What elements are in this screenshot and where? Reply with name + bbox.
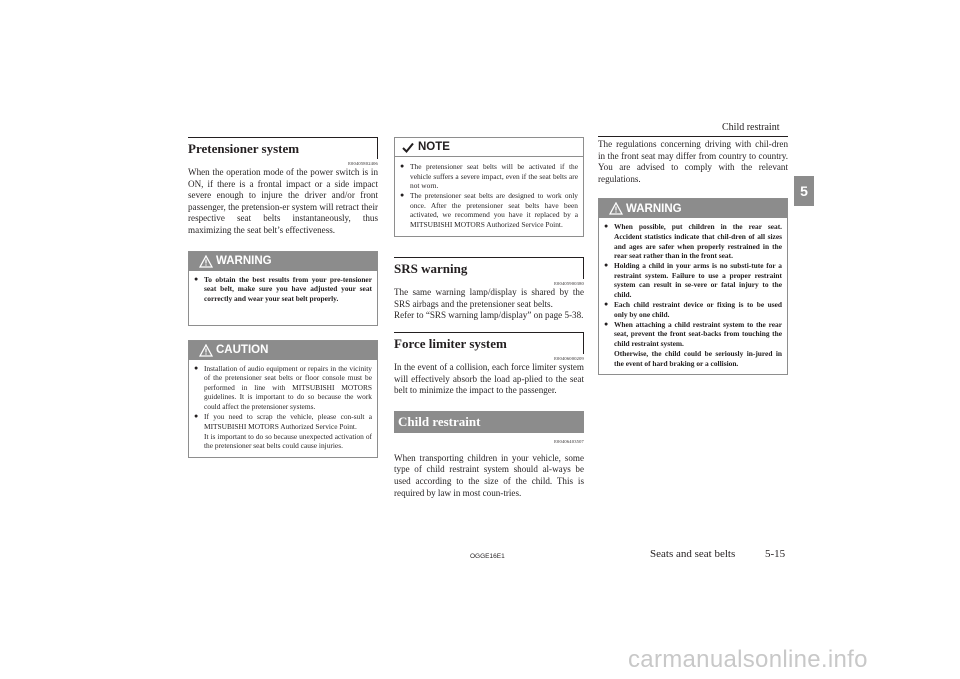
column-middle: [394, 137, 584, 499]
warning-triangle-icon: [199, 255, 213, 268]
caution-triangle-icon: [199, 344, 213, 357]
regulations-body: The regulations concerning driving with chil-dren in the front seat may differ from country to country. You are advised to comply with the relevant regulations.: [598, 139, 788, 184]
warning-box: [188, 251, 378, 326]
warning-triangle-icon: [609, 202, 623, 215]
srs-refer: Refer to “SRS warning lamp/display” on page 5-38.: [394, 310, 584, 321]
running-header: Child restraint: [722, 122, 780, 133]
section-code: E00405900380: [554, 281, 584, 287]
warning-item: ● To obtain the best results from your pre-tensioner seat belt, make sure you have adjusted your seat correctly and wear your seat belt properly.: [194, 275, 372, 304]
pretensioner-body: When the operation mode of the power switch is in ON, if there is a frontal impact or a side impact severe enough to injure the driver and/or front passenger, the pretension-er system will retract their respective seat belts instantaneously, thus maximizing the seat belt’s effectiveness.: [188, 167, 378, 235]
section-code: E00405802406: [348, 161, 378, 166]
column-left: [188, 137, 378, 458]
child-body: When transporting children in your vehicle, some type of child restraint system should al-ways be used according to the size of the child. This is required by law in most coun-tries.: [394, 452, 584, 498]
warning-item: ● When possible, put children in the rear seat. Accident statistics indicate that chil-dren of all sizes and ages are safer when properly restrained in the rear seat rather than in the front seat.: [604, 222, 782, 260]
watermark: carmanualsonline.info: [628, 646, 868, 673]
section-title: SRS warning: [394, 261, 468, 277]
section-code: E00406403507: [554, 438, 584, 444]
column-right: [598, 137, 788, 375]
caution-label: CAUTION: [216, 344, 269, 357]
caution-box: [188, 340, 378, 458]
note-check-icon: [401, 141, 415, 154]
warning-extra: Otherwise, the child could be seriously in-jured in the event of hard braking or a collision.: [614, 349, 782, 368]
note-label: NOTE: [418, 141, 450, 153]
chapter-tab: 5: [794, 176, 814, 206]
section-heading-srs: [394, 257, 584, 279]
section-title: Force limiter system: [394, 335, 507, 351]
section-heading-child-restraint: [394, 411, 584, 433]
caution-item: ● Installation of audio equipment or repairs in the vicinity of the pretensioner seat belts or floor console must be performed in line with MITSUBISHI MOTORS guidelines. It is important to do so because the work could affect the pretensioner systems.: [194, 364, 372, 412]
caution-header: [189, 341, 377, 360]
warning-label: WARNING: [216, 255, 272, 268]
warning-box: [598, 198, 788, 375]
footer-page-number: 5-15: [765, 548, 786, 560]
warning-item: ● Each child restraint device or fixing is to be used only by one child.: [604, 300, 782, 319]
caution-item: ● If you need to scrap the vehicle, please con-sult a MITSUBISHI MOTORS Authorized Service Point.: [194, 412, 372, 431]
caution-extra: It is important to do so because unexpected activation of the pretensioner seat belts could cause injuries.: [204, 431, 372, 451]
note-box: [394, 137, 584, 237]
section-title: Child restraint: [398, 413, 481, 429]
warning-header: [599, 199, 787, 218]
warning-item: ● When attaching a child restraint system to the rear seat, prevent the front seat-backs from touching the child restraint system.: [604, 320, 782, 349]
note-item: ● The pretensioner seat belts are designed to work only once. After the pretensioner seat belts have been activated, we recommend you have it replaced by a MITSUBISHI MOTORS Authorized Service Point.: [400, 191, 578, 229]
srs-body: The same warning lamp/display is shared by the SRS airbags and the pretensioner seat belts.: [394, 287, 584, 309]
section-title: Pretensioner system: [188, 141, 300, 156]
section-heading-pretensioner: [188, 137, 378, 159]
note-header: [395, 138, 583, 157]
footer-doc-code: OGGE16E1: [470, 553, 505, 560]
section-code: E00406000209: [554, 355, 584, 361]
force-body: In the event of a collision, each force limiter system will effectively absorb the load ap-plied to the seat belt to minimize the impact to the passenger.: [394, 361, 584, 396]
warning-item: ● Holding a child in your arms is no substi-tute for a restraint system. Failure to use a proper restraint system can result in se-vere or fatal injury to the child.: [604, 261, 782, 299]
note-item: ● The pretensioner seat belts will be activated if the vehicle suffers a severe impact, even if the seat belts are not worn.: [400, 162, 578, 191]
warning-label: WARNING: [626, 202, 682, 215]
footer-section: Seats and seat belts: [650, 548, 736, 560]
section-heading-force: [394, 332, 584, 354]
warning-header: [189, 252, 377, 271]
